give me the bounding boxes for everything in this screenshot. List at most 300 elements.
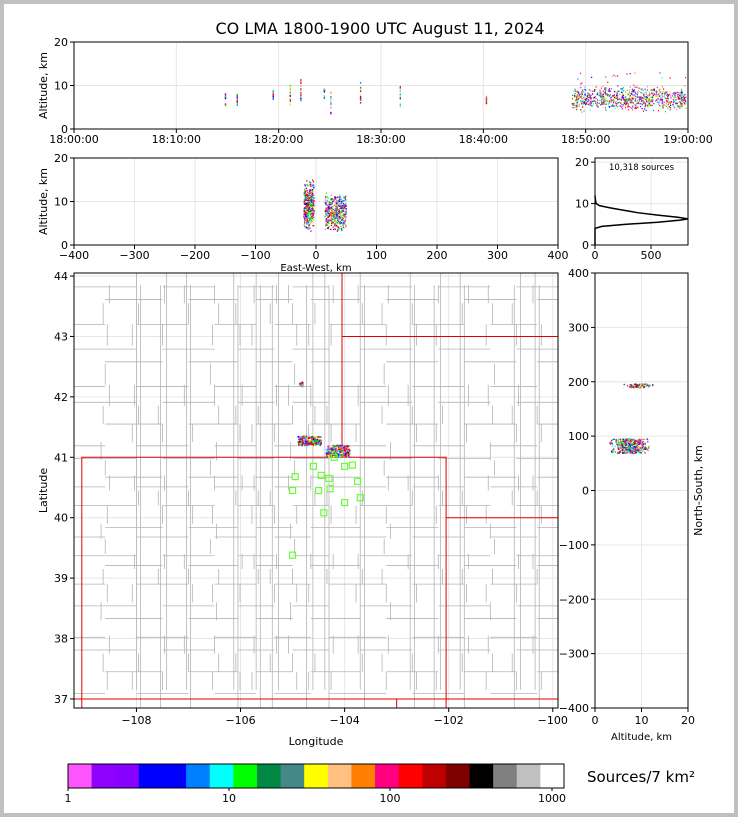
source-point [612, 445, 613, 446]
source-point [639, 384, 640, 385]
source-point [605, 87, 606, 88]
source-point [634, 104, 635, 105]
source-point [640, 452, 641, 453]
source-point [337, 212, 338, 213]
source-point [335, 216, 336, 217]
source-point [337, 447, 339, 449]
source-point [360, 82, 361, 84]
source-point [638, 442, 639, 443]
source-point [612, 439, 613, 440]
source-point [625, 445, 626, 446]
source-point [585, 92, 586, 93]
source-point [684, 98, 685, 99]
source-point [586, 98, 587, 99]
source-point [622, 449, 623, 450]
source-point [612, 105, 613, 106]
source-point [612, 104, 613, 105]
source-point [313, 212, 314, 213]
source-point [626, 98, 627, 99]
source-point [633, 102, 634, 103]
source-point [304, 184, 305, 185]
source-point [336, 200, 337, 201]
source-point [647, 450, 648, 451]
source-point [584, 100, 585, 101]
colorbar-swatch [162, 764, 186, 788]
source-point [347, 456, 349, 458]
source-point [639, 438, 640, 439]
source-point [628, 446, 629, 447]
source-point [308, 210, 309, 211]
source-point [308, 222, 309, 223]
source-point [609, 95, 610, 96]
source-point [331, 219, 332, 220]
source-point [600, 104, 601, 105]
source-point [622, 446, 623, 447]
source-point [639, 450, 640, 451]
source-point [628, 109, 629, 110]
source-point [640, 447, 641, 448]
source-point [669, 91, 670, 92]
source-point [624, 102, 625, 103]
source-point [646, 384, 647, 385]
source-point [330, 97, 331, 99]
source-point [648, 99, 649, 100]
source-point [310, 218, 311, 219]
source-point [334, 204, 335, 205]
source-point [634, 97, 635, 98]
source-point [594, 89, 595, 90]
source-point [341, 222, 342, 223]
source-point [644, 96, 645, 97]
source-point [610, 441, 611, 442]
source-point [683, 96, 684, 97]
source-point [311, 194, 312, 195]
source-point [333, 229, 334, 230]
source-point [621, 442, 622, 443]
source-point [658, 104, 659, 105]
colorbar-swatch [540, 764, 564, 788]
source-point [310, 436, 312, 438]
source-point [649, 103, 650, 104]
latitude-tick-label: 41 [54, 451, 68, 465]
source-point [290, 104, 291, 106]
source-point [654, 93, 655, 94]
source-point [661, 94, 662, 95]
source-point [616, 103, 617, 104]
source-point [643, 445, 644, 446]
source-point [308, 437, 310, 439]
source-point [684, 100, 685, 101]
source-point [337, 197, 338, 198]
source-point [342, 196, 343, 197]
source-point [625, 103, 626, 104]
source-point [631, 447, 632, 448]
source-point [631, 450, 632, 451]
source-point [345, 203, 346, 204]
source-point [630, 102, 631, 103]
source-point [330, 199, 331, 200]
source-point [339, 194, 340, 195]
source-point [682, 101, 683, 102]
source-point [298, 436, 300, 438]
source-point [653, 103, 654, 104]
source-point [640, 103, 641, 104]
source-point [624, 90, 625, 91]
source-point [645, 452, 646, 453]
source-point [643, 90, 644, 91]
source-point [301, 385, 303, 387]
source-point [635, 105, 636, 106]
source-point [656, 95, 657, 96]
source-point [586, 102, 587, 103]
source-point [665, 97, 666, 98]
source-point [304, 199, 305, 200]
source-point [345, 226, 346, 227]
source-point [631, 452, 632, 453]
source-point [627, 100, 628, 101]
source-point [337, 220, 338, 221]
source-point [612, 443, 613, 444]
source-point [624, 440, 625, 441]
source-point [333, 226, 334, 227]
source-point [335, 223, 336, 224]
source-point [622, 444, 623, 445]
source-point [646, 98, 647, 99]
source-point [646, 94, 647, 95]
source-point [345, 197, 346, 198]
source-point [585, 101, 586, 102]
source-point [636, 386, 637, 387]
source-point [343, 447, 345, 449]
source-point [306, 194, 307, 195]
source-point [309, 440, 311, 442]
source-point [343, 203, 344, 204]
source-point [634, 441, 635, 442]
source-point [339, 221, 340, 222]
source-point [675, 96, 676, 97]
source-point [627, 94, 628, 95]
source-point [348, 449, 350, 451]
source-point [619, 442, 620, 443]
source-point [612, 449, 613, 450]
source-point [327, 446, 329, 448]
source-point [339, 198, 340, 199]
ew-xlabel: East-West, km [280, 263, 352, 274]
time-tick-label: 18:10:00 [151, 133, 202, 146]
source-point [348, 452, 350, 454]
source-point [664, 93, 665, 94]
source-point [601, 99, 602, 100]
ns-tick-label: 0 [582, 484, 589, 498]
source-point [309, 224, 310, 225]
source-point [306, 443, 308, 445]
source-point [320, 441, 322, 443]
source-point [311, 199, 312, 200]
source-point [663, 92, 664, 93]
source-point [324, 95, 325, 97]
source-point [637, 440, 638, 441]
source-point [486, 99, 487, 101]
source-point [632, 109, 633, 110]
source-point [635, 452, 636, 453]
ew-tick-label: −400 [58, 249, 90, 262]
source-point [679, 95, 680, 96]
source-point [273, 90, 274, 92]
source-point [345, 447, 347, 449]
source-point [303, 214, 304, 215]
source-point [634, 108, 635, 109]
source-point [305, 185, 306, 186]
ns-alt-tick-label: 20 [681, 714, 695, 727]
source-point [578, 92, 579, 93]
source-point [657, 98, 658, 99]
colorbar-swatch [493, 764, 517, 788]
source-point [635, 93, 636, 94]
source-point [659, 95, 660, 96]
source-point [620, 447, 621, 448]
source-point [638, 90, 639, 91]
source-point [348, 453, 350, 455]
source-point [306, 180, 307, 181]
source-point [611, 100, 612, 101]
source-point [313, 191, 314, 192]
source-point [345, 212, 346, 213]
source-point [328, 206, 329, 207]
source-point [327, 205, 328, 206]
source-point [580, 92, 581, 93]
altitude-profile-line [595, 195, 688, 245]
source-point [599, 100, 600, 101]
source-point [341, 230, 342, 231]
time-tick-label: 18:50:00 [560, 133, 611, 146]
source-point [580, 73, 581, 74]
source-point [330, 112, 331, 114]
source-point [328, 455, 330, 457]
source-point [306, 190, 307, 191]
colorbar-swatch [210, 764, 234, 788]
source-point [349, 457, 351, 459]
source-point [659, 89, 660, 90]
source-point [308, 216, 309, 217]
source-point [334, 196, 335, 197]
source-point [670, 105, 671, 106]
source-point [648, 101, 649, 102]
source-point [629, 106, 630, 107]
source-point [603, 102, 604, 103]
source-point [290, 99, 291, 101]
source-point [645, 447, 646, 448]
source-point [667, 101, 668, 102]
source-point [668, 104, 669, 105]
source-point [338, 203, 339, 204]
source-point [619, 451, 620, 452]
ns-tick-label: −300 [558, 647, 589, 661]
source-point [346, 208, 347, 209]
source-point [594, 91, 595, 92]
source-point [225, 105, 226, 107]
source-point [676, 99, 677, 100]
source-point [618, 91, 619, 92]
source-point [341, 210, 342, 211]
source-point [342, 217, 343, 218]
source-point [605, 94, 606, 95]
latitude-tick-label: 37 [54, 692, 68, 706]
source-point [360, 102, 361, 104]
source-point [329, 204, 330, 205]
source-point [342, 455, 344, 457]
source-point [333, 218, 334, 219]
source-point [343, 453, 345, 455]
source-point [309, 184, 310, 185]
source-point [672, 93, 673, 94]
source-point [345, 222, 346, 223]
source-point [682, 95, 683, 96]
source-point [630, 384, 631, 385]
source-point [573, 90, 574, 91]
source-point [612, 95, 613, 96]
source-point [614, 91, 615, 92]
source-point [640, 106, 641, 107]
source-point [316, 438, 318, 440]
source-point [666, 93, 667, 94]
source-point [575, 94, 576, 95]
ew-tick-label: −300 [119, 249, 150, 262]
source-point [640, 96, 641, 97]
source-point [685, 77, 686, 78]
source-point [660, 97, 661, 98]
source-point [626, 438, 627, 439]
source-point [311, 443, 313, 445]
source-point [644, 386, 645, 387]
source-point [601, 101, 602, 102]
county-boundary [408, 273, 416, 708]
source-point [638, 103, 639, 104]
source-point [684, 105, 685, 106]
source-point [634, 89, 635, 90]
source-point [315, 436, 317, 438]
source-point [311, 207, 312, 208]
source-point [674, 97, 675, 98]
source-point [678, 95, 679, 96]
source-point [608, 103, 609, 104]
source-point [400, 91, 401, 93]
source-point [578, 96, 579, 97]
source-point [327, 222, 328, 223]
source-point [317, 443, 319, 445]
county-boundary [382, 285, 390, 690]
hist-alt-tick-label: 0 [582, 239, 589, 252]
source-point [632, 443, 633, 444]
source-point [572, 107, 573, 108]
source-point [339, 212, 340, 213]
source-point [661, 103, 662, 104]
figure-frame [4, 4, 734, 813]
county-boundary [158, 273, 166, 708]
source-point [652, 105, 653, 106]
lma-station-marker [290, 488, 296, 494]
source-point [645, 103, 646, 104]
source-point [588, 99, 589, 100]
source-point [681, 92, 682, 93]
source-point [580, 83, 581, 84]
source-point [623, 87, 624, 88]
source-point [603, 90, 604, 91]
source-point [674, 107, 675, 108]
source-point [639, 103, 640, 104]
source-point [685, 101, 686, 102]
source-point [633, 446, 634, 447]
source-point [600, 92, 601, 93]
source-point [597, 105, 598, 106]
source-point [326, 199, 327, 200]
source-point [584, 95, 585, 96]
source-point [343, 222, 344, 223]
source-point [328, 226, 329, 227]
source-point [338, 227, 339, 228]
source-point [661, 100, 662, 101]
source-point [300, 444, 302, 446]
source-point [677, 105, 678, 106]
source-point [617, 106, 618, 107]
source-point [667, 98, 668, 99]
source-point [634, 449, 635, 450]
source-point [650, 101, 651, 102]
source-point [649, 385, 650, 386]
source-point [643, 387, 644, 388]
source-point [630, 444, 631, 445]
source-point [623, 99, 624, 100]
source-point [343, 226, 344, 227]
source-point [670, 103, 671, 104]
source-point [608, 90, 609, 91]
source-point [338, 197, 339, 198]
source-point [342, 451, 344, 453]
source-point [345, 205, 346, 206]
latitude-tick-label: 43 [54, 330, 68, 344]
source-point [582, 94, 583, 95]
source-point [577, 102, 578, 103]
ns-xlabel: Altitude, km [611, 732, 672, 743]
source-point [347, 455, 349, 457]
longitude-tick-label: −106 [225, 714, 256, 727]
source-point [641, 98, 642, 99]
source-point [306, 185, 307, 186]
source-point [331, 223, 332, 224]
source-point [623, 446, 624, 447]
source-point [618, 90, 619, 91]
source-point [306, 224, 307, 225]
source-point [657, 97, 658, 98]
source-point [328, 198, 329, 199]
source-point [593, 98, 594, 99]
source-point [306, 218, 307, 219]
source-point [662, 102, 663, 103]
source-point [340, 199, 341, 200]
source-point [675, 103, 676, 104]
source-point [644, 449, 645, 450]
source-point [629, 98, 630, 99]
source-point [225, 93, 226, 95]
source-point [310, 212, 311, 213]
source-point [607, 96, 608, 97]
source-point [636, 108, 637, 109]
source-point [617, 75, 618, 76]
altitude-histogram-panel [575, 156, 688, 262]
source-point [330, 450, 332, 452]
source-point [577, 78, 578, 79]
source-point [637, 96, 638, 97]
source-point [625, 101, 626, 102]
